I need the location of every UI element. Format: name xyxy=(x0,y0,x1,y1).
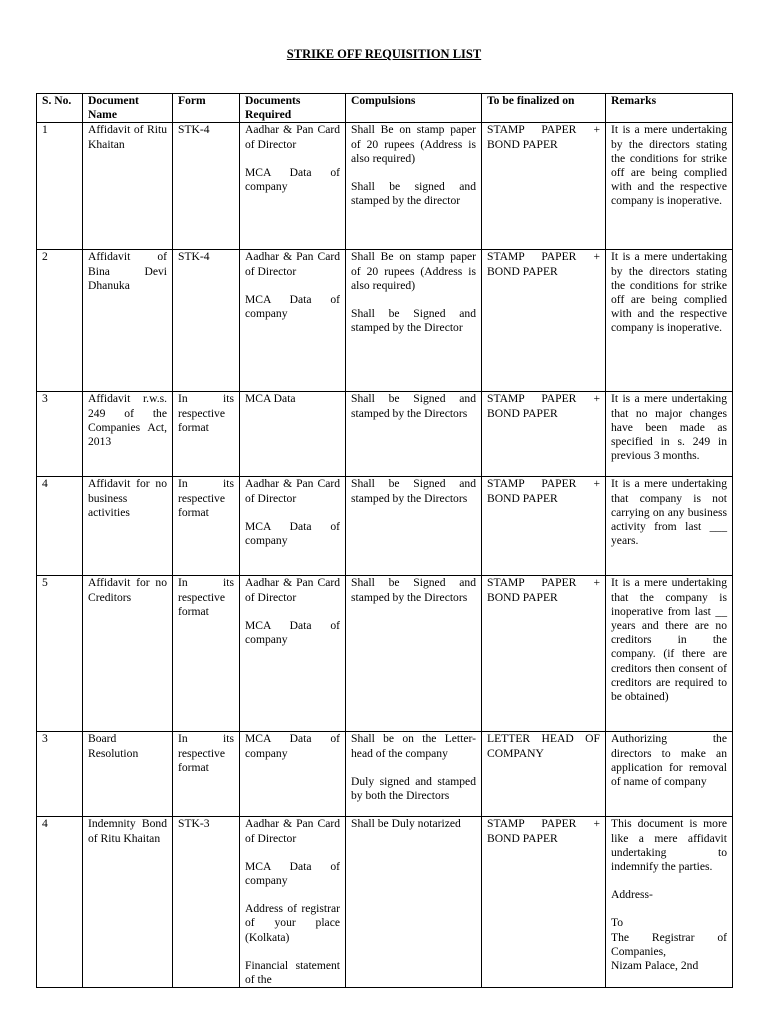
header-sno: S. No. xyxy=(37,94,83,123)
cell-finalized-on: STAMP PAPER + BOND PAPER xyxy=(482,123,606,250)
cell-sno: 2 xyxy=(37,250,83,392)
cell-document-name: Affidavit r.w.s. 249 of the Companies Act, 2013 xyxy=(83,392,173,477)
cell-documents-required xyxy=(240,576,346,732)
header-remarks: Remarks xyxy=(606,94,733,123)
table-row xyxy=(37,576,733,732)
cell-form: STK-3 xyxy=(173,817,240,988)
header-documents-required: Documents Required xyxy=(240,94,346,123)
cell-paragraph: MCA Data xyxy=(245,392,296,406)
cell-paragraph: Aadhar & Pan Card of Director xyxy=(245,477,340,505)
table-row xyxy=(37,392,733,477)
table-row xyxy=(37,817,733,988)
cell-paragraph: MCA Data of company xyxy=(245,618,340,647)
cell-finalized-on: LETTER HEAD OF COMPANY xyxy=(482,732,606,817)
cell-remarks xyxy=(606,392,733,477)
cell-paragraph: Aadhar & Pan Card of Director xyxy=(245,123,340,151)
cell-paragraph: Financial statement of the xyxy=(245,958,340,987)
header-compulsions: Compulsions xyxy=(346,94,482,123)
cell-document-name: Indemnity Bond of Ritu Khaitan xyxy=(83,817,173,988)
cell-finalized-on: STAMP PAPER + BOND PAPER xyxy=(482,477,606,576)
cell-paragraph: It is a mere undertaking that company is not carrying on any business activity from last ___ years. xyxy=(611,477,727,548)
cell-paragraph: MCA Data of company xyxy=(245,165,340,194)
cell-document-name: Board Resolution xyxy=(83,732,173,817)
table-row xyxy=(37,732,733,817)
cell-document-name: Affidavit of Ritu Khaitan xyxy=(83,123,173,250)
cell-finalized-on: STAMP PAPER + BOND PAPER xyxy=(482,817,606,988)
cell-remarks xyxy=(606,817,733,988)
cell-paragraph: This document is more like a mere affidavit undertaking to indemnify the parties. xyxy=(611,817,727,874)
cell-paragraph: MCA Data of company xyxy=(245,859,340,888)
cell-finalized-on: STAMP PAPER + BOND PAPER xyxy=(482,250,606,392)
cell-paragraph: Shall Be on stamp paper of 20 rupees (Address is also required) xyxy=(351,123,476,165)
cell-finalized-on: STAMP PAPER + BOND PAPER xyxy=(482,576,606,732)
cell-sno: 4 xyxy=(37,817,83,988)
cell-paragraph: Aadhar & Pan Card of Director xyxy=(245,576,340,604)
cell-finalized-on: STAMP PAPER + BOND PAPER xyxy=(482,392,606,477)
cell-sno: 3 xyxy=(37,392,83,477)
header-form: Form xyxy=(173,94,240,123)
cell-compulsions xyxy=(346,250,482,392)
cell-paragraph: Address- xyxy=(611,888,653,902)
cell-form: In its respective format xyxy=(173,576,240,732)
cell-paragraph: Shall be Signed and stamped by the Director xyxy=(351,307,476,335)
cell-form: STK-4 xyxy=(173,123,240,250)
cell-sno: 1 xyxy=(37,123,83,250)
cell-document-name: Affidavit of Bina Devi Dhanuka xyxy=(83,250,173,392)
cell-form: In its respective format xyxy=(173,392,240,477)
cell-form: STK-4 xyxy=(173,250,240,392)
cell-paragraph: Shall Be on stamp paper of 20 rupees (Address is also required) xyxy=(351,250,476,292)
cell-paragraph: MCA Data of company xyxy=(245,292,340,321)
cell-remarks xyxy=(606,576,733,732)
cell-paragraph: Shall be Signed and stamped by the Directors xyxy=(351,392,476,420)
table-body xyxy=(37,123,733,988)
cell-paragraph: MCA Data of company xyxy=(245,732,340,760)
cell-remarks xyxy=(606,732,733,817)
cell-compulsions xyxy=(346,576,482,732)
cell-paragraph: It is a mere undertaking by the directors stating the conditions for strike off are being complied with and the respective company is inoperative. xyxy=(611,123,727,208)
cell-remarks xyxy=(606,123,733,250)
cell-paragraph: Shall be Signed and stamped by the Directors xyxy=(351,576,476,604)
cell-documents-required xyxy=(240,732,346,817)
cell-sno: 4 xyxy=(37,477,83,576)
cell-paragraph: To The Registrar of Companies, Nizam Palace, 2nd xyxy=(611,916,727,973)
cell-paragraph: Authorizing the directors to make an application for removal of name of company xyxy=(611,732,727,789)
cell-paragraph: Aadhar & Pan Card of Director xyxy=(245,250,340,278)
cell-documents-required xyxy=(240,477,346,576)
cell-paragraph: Aadhar & Pan Card of Director xyxy=(245,817,340,845)
requisition-table xyxy=(36,93,733,988)
table-row xyxy=(37,477,733,576)
cell-compulsions xyxy=(346,123,482,250)
cell-paragraph: Shall be Signed and stamped by the Directors xyxy=(351,477,476,505)
cell-form: In its respective format xyxy=(173,477,240,576)
cell-sno: 5 xyxy=(37,576,83,732)
cell-paragraph: Address of registrar of your place (Kolkata) xyxy=(245,902,340,944)
table-row xyxy=(37,250,733,392)
cell-paragraph: Shall be Duly notarized xyxy=(351,817,461,831)
cell-document-name: Affidavit for no business activities xyxy=(83,477,173,576)
cell-paragraph: MCA Data of company xyxy=(245,519,340,548)
table-header-row xyxy=(37,94,733,123)
cell-paragraph: It is a mere undertaking by the directors stating the conditions for strike off are being complied with and the respective company is inoperative. xyxy=(611,250,727,335)
cell-paragraph: Shall be signed and stamped by the director xyxy=(351,180,476,208)
cell-documents-required xyxy=(240,392,346,477)
table-row xyxy=(37,123,733,250)
cell-paragraph: It is a mere undertaking that no major changes have been made as specified in s. 249 in previous 3 months. xyxy=(611,392,727,463)
cell-document-name: Affidavit for no Creditors xyxy=(83,576,173,732)
cell-compulsions xyxy=(346,732,482,817)
header-document-name: Document Name xyxy=(83,94,173,123)
cell-compulsions xyxy=(346,477,482,576)
cell-documents-required xyxy=(240,123,346,250)
header-finalized-on: To be finalized on xyxy=(482,94,606,123)
cell-remarks xyxy=(606,477,733,576)
cell-sno: 3 xyxy=(37,732,83,817)
cell-paragraph: Shall be on the Letter-head of the company xyxy=(351,732,476,760)
document-title: STRIKE OFF REQUISITION LIST xyxy=(286,47,482,61)
cell-documents-required xyxy=(240,250,346,392)
cell-remarks xyxy=(606,250,733,392)
cell-compulsions xyxy=(346,817,482,988)
cell-paragraph: Duly signed and stamped by both the Directors xyxy=(351,774,476,803)
cell-compulsions xyxy=(346,392,482,477)
cell-documents-required xyxy=(240,817,346,988)
cell-paragraph: It is a mere undertaking that the company is inoperative from last __ years and there are no creditors in the company. (if there are creditors then consent of creditors are required to be obtained) xyxy=(611,576,727,704)
cell-form: In its respective format xyxy=(173,732,240,817)
